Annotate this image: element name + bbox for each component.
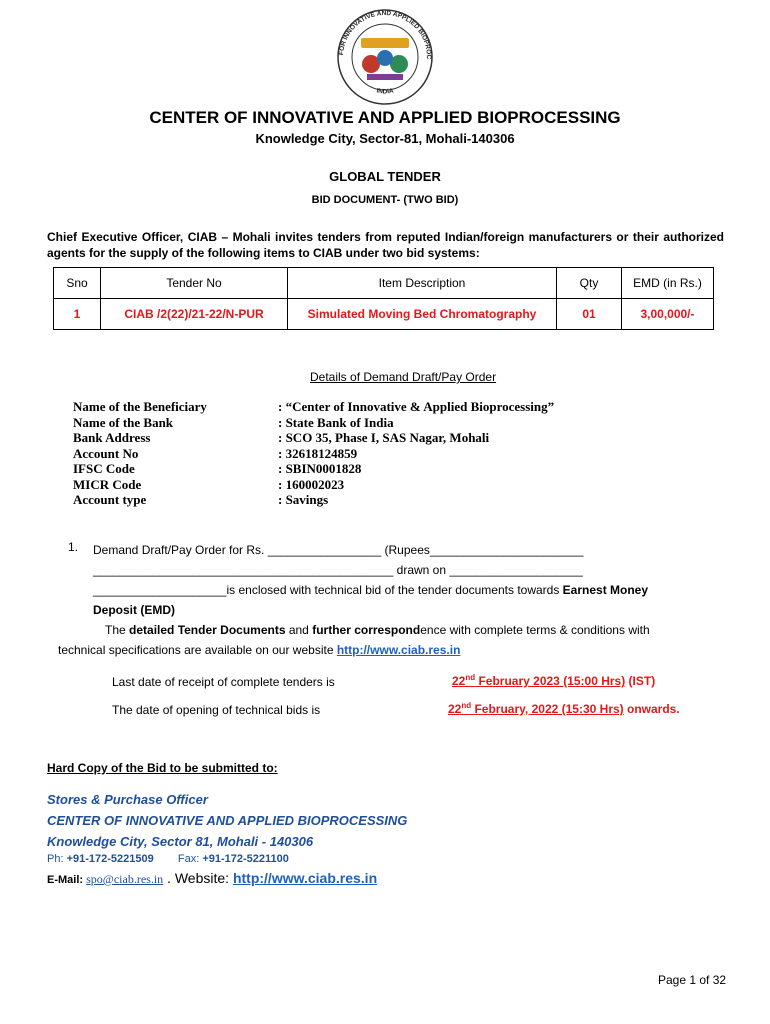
opening-label: The date of opening of technical bids is	[112, 703, 321, 717]
col-header: Item Description	[288, 268, 557, 299]
tender-table	[53, 267, 714, 330]
bank-row: MICR Code : 160002023	[73, 477, 345, 492]
tender-type: GLOBAL TENDER	[329, 169, 441, 184]
list-item: Demand Draft/Pay Order for Rs. _________________ (Rupees_______________________ _____________________________________________ drawn on ____________________ ____________________is enclosed with technical bid of the tender documents towards Earnest Money Deposit (EMD)	[93, 543, 649, 617]
contact-officer: Stores & Purchase Officer	[47, 792, 208, 807]
documents-paragraph: The detailed Tender Documents and further correspondence with complete terms & conditions with	[105, 623, 650, 637]
hardcopy-heading: Hard Copy of the Bid to be submitted to:	[47, 761, 278, 775]
table-cell: CIAB /2(22)/21-22/N-PUR	[101, 299, 288, 330]
bank-row: IFSC Code : SBIN0001828	[73, 461, 362, 476]
website-link[interactable]: http://www.ciab.res.in	[336, 643, 461, 657]
table-cell: 1	[54, 299, 101, 330]
logo-ring-text: FOR INNOVATIVE AND APPLIED BIOPROC	[338, 9, 433, 60]
bank-row: Account type : Savings	[73, 492, 329, 507]
org-title: CENTER OF INNOVATIVE AND APPLIED BIOPROCESSING	[149, 108, 621, 127]
table-cell: 01	[557, 299, 622, 330]
doc-type: BID DOCUMENT- (TWO BID)	[311, 194, 459, 206]
table-row	[54, 299, 714, 330]
dd-heading: Details of Demand Draft/Pay Order	[310, 370, 497, 384]
opening-date: 22nd February, 2022 (15:30 Hrs) onwards.	[448, 701, 680, 716]
email-link[interactable]: spo@ciab.res.in	[86, 872, 164, 886]
bank-row: Account No : 32618124859	[73, 446, 358, 461]
col-header: Tender No	[101, 268, 288, 299]
table-cell: 3,00,000/-	[622, 299, 714, 330]
logo-ring-text-bottom: INDIA	[375, 87, 395, 96]
bank-row: Name of the Beneficiary : “Center of Innovative & Applied Bioprocessing”	[73, 399, 555, 414]
website-link-footer[interactable]: http://www.ciab.res.in	[232, 870, 378, 886]
page-number: Page 1 of 32	[658, 973, 727, 987]
receipt-date: 22nd February 2023 (15:00 Hrs) (IST)	[452, 673, 656, 688]
col-header: Qty	[557, 268, 622, 299]
contact-email-website: E-Mail: spo@ciab.res.in . Website: http://www.ciab.res.in	[47, 870, 378, 886]
documents-paragraph-line2: technical specifications are available on our website http://www.ciab.res.in	[58, 643, 461, 657]
col-header: EMD (in Rs.)	[622, 268, 714, 299]
list-number: 1.	[68, 540, 79, 554]
contact-org: CENTER OF INNOVATIVE AND APPLIED BIOPROCESSING	[47, 813, 408, 828]
table-cell: Simulated Moving Bed Chromatography	[288, 299, 557, 330]
col-header: Sno	[54, 268, 101, 299]
svg-text:INDIA	[376, 87, 395, 95]
contact-address: Knowledge City, Sector 81, Mohali - 140306	[47, 834, 314, 849]
contact-phone-fax: Ph: +91-172-5221509 Fax: +91-172-5221100	[47, 853, 289, 865]
ciab-logo	[327, 8, 443, 106]
bank-row: Bank Address : SCO 35, Phase I, SAS Nagar, Mohali	[73, 430, 490, 445]
org-address: Knowledge City, Sector-81, Mohali-140306	[255, 131, 515, 146]
bank-row: Name of the Bank : State Bank of India	[73, 415, 394, 430]
intro-paragraph: Chief Executive Officer, CIAB – Mohali invites tenders from reputed Indian/foreign manufacturers or their authorized agents for the supply of the following items to CIAB under two bid systems:	[47, 230, 724, 260]
table-header-row	[54, 268, 714, 299]
receipt-label: Last date of receipt of complete tenders is	[112, 675, 335, 689]
